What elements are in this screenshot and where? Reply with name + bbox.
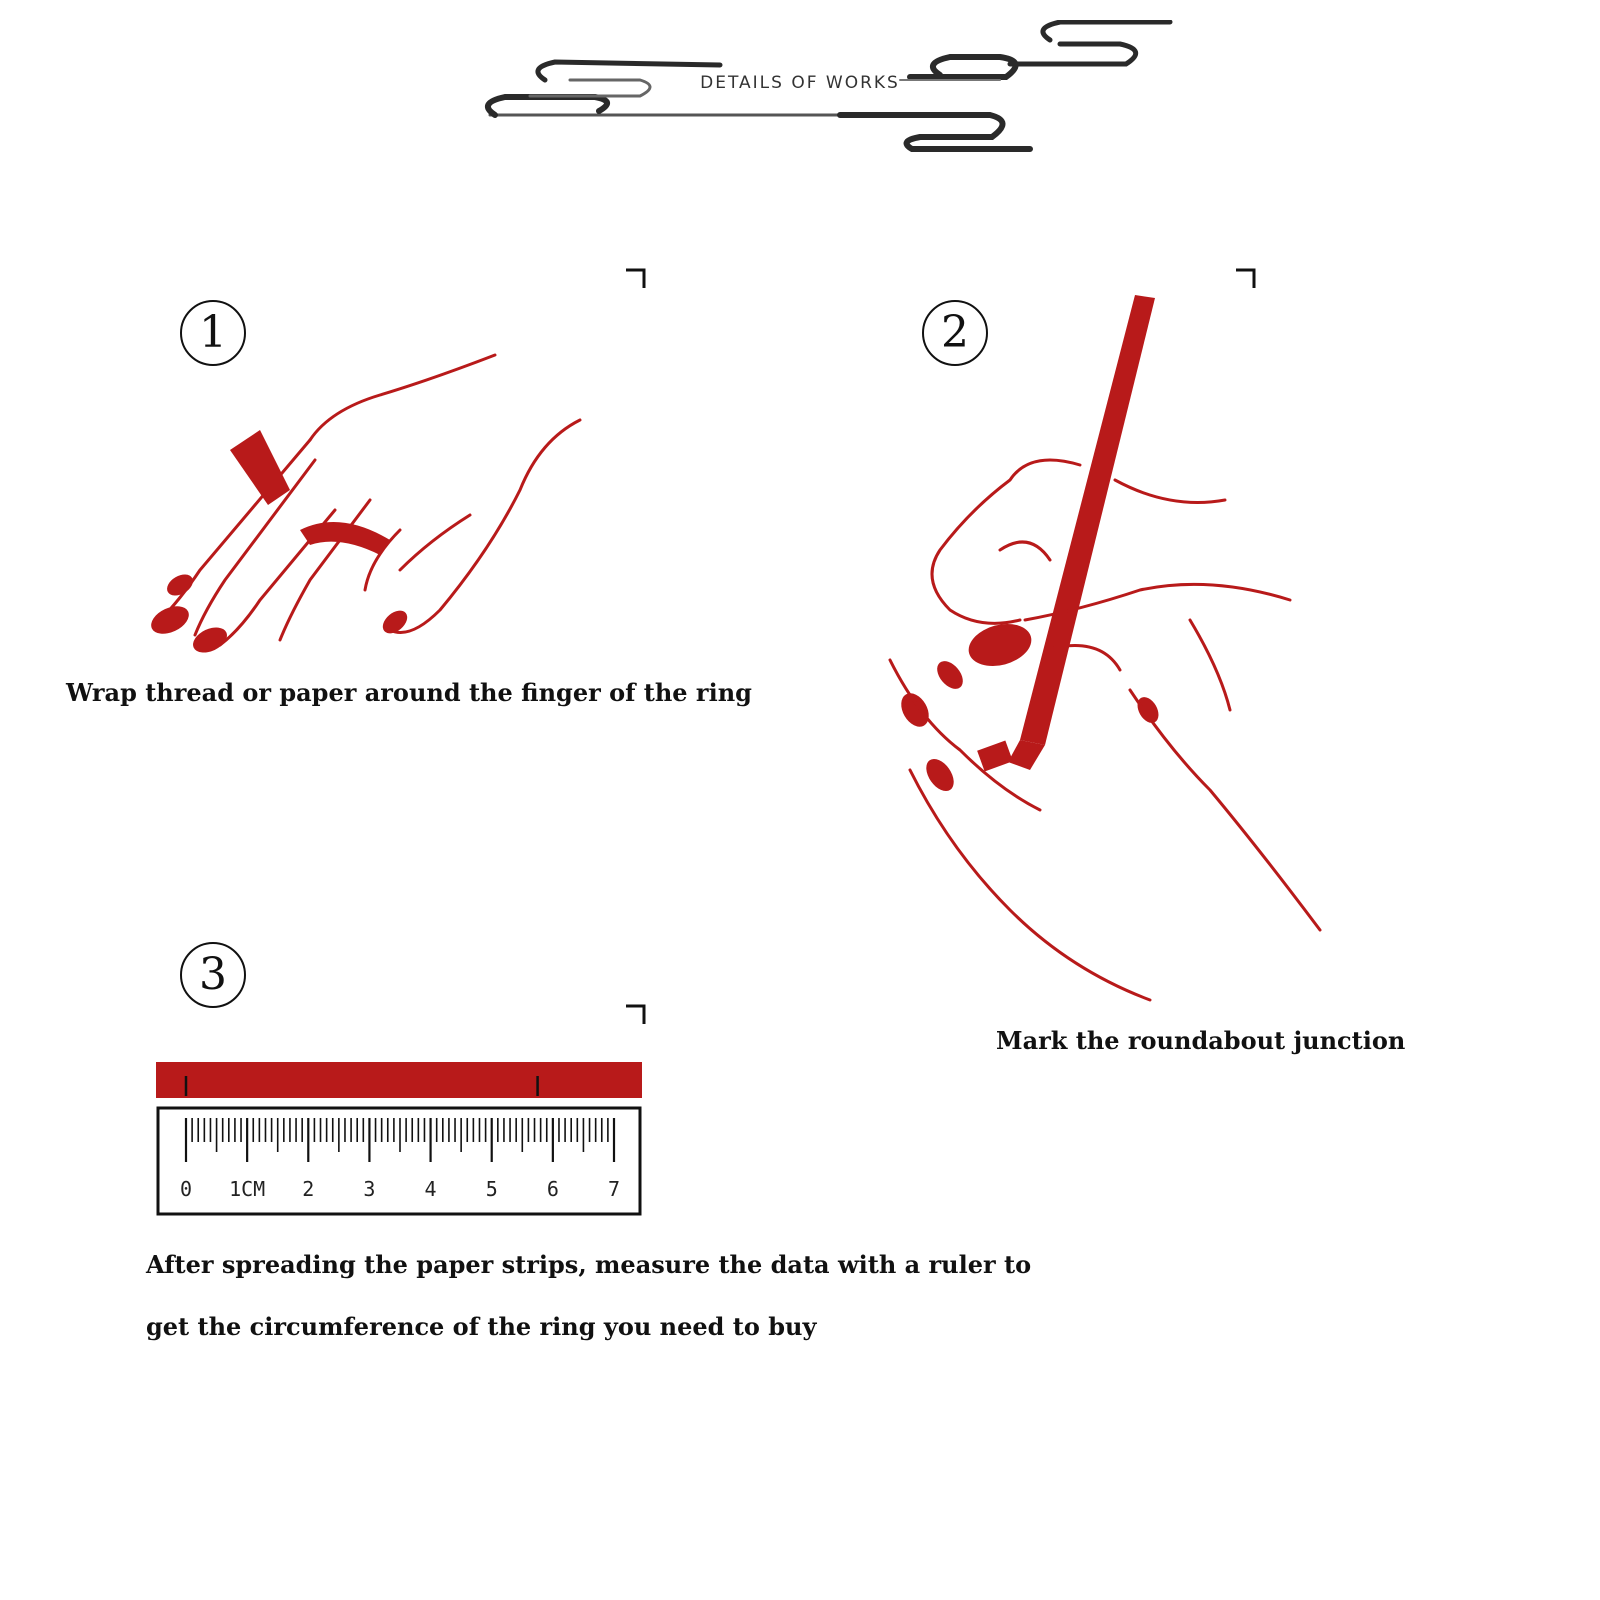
- step-2-caption: Mark the roundabout junction: [996, 1026, 1406, 1055]
- ruler-label: 5: [485, 1177, 498, 1201]
- hand-with-pen-marking-icon: [880, 290, 1350, 1010]
- paper-strip: [156, 1062, 642, 1098]
- ruler-label: 4: [424, 1177, 437, 1201]
- cloud-swirl-ornament-icon: [470, 20, 1200, 180]
- ruler-label: 1CM: [229, 1177, 266, 1201]
- step-number-1: 1: [180, 300, 246, 366]
- ruler-label: 3: [363, 1177, 376, 1201]
- step-number-3: 3: [180, 942, 246, 1008]
- ruler-with-paper-strip-icon: [156, 1062, 642, 1218]
- hand-with-paper-wrap-icon: [140, 340, 620, 670]
- corner-mark-icon: [626, 268, 646, 288]
- step-3-caption-line-1: After spreading the paper strips, measure the data with a ruler to: [146, 1250, 1032, 1279]
- ruler-label: 6: [546, 1177, 559, 1201]
- ruler-label: 2: [302, 1177, 315, 1201]
- step-1-caption: Wrap thread or paper around the finger of the ring: [66, 678, 752, 707]
- step-number-2: 2: [922, 300, 988, 366]
- ruler-label: 7: [607, 1177, 621, 1201]
- corner-mark-icon: [1236, 268, 1256, 288]
- header-title: DETAILS OF WORKS: [700, 73, 900, 93]
- ruler-label: 0: [179, 1177, 193, 1201]
- step-3-caption-line-2: get the circumference of the ring you need to buy: [146, 1312, 817, 1341]
- corner-mark-icon: [626, 1004, 646, 1024]
